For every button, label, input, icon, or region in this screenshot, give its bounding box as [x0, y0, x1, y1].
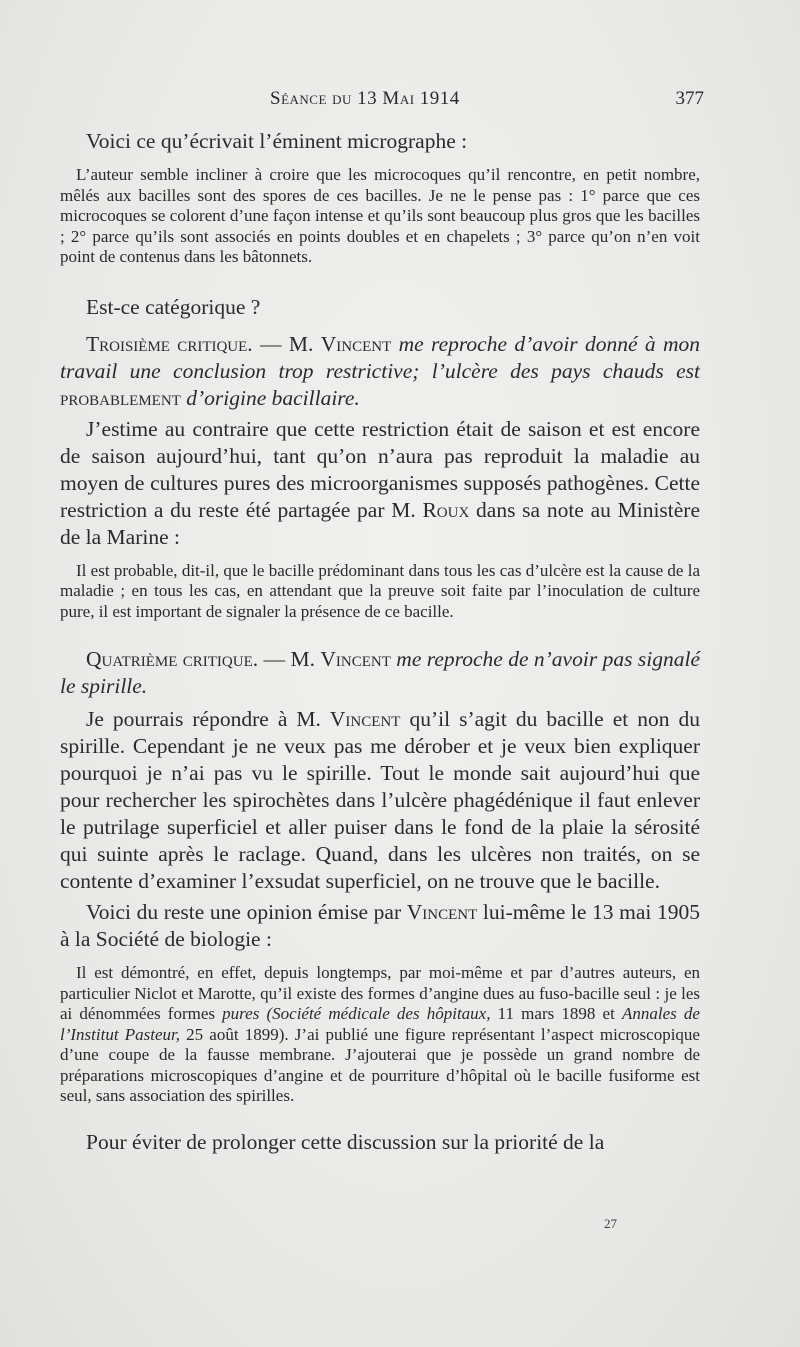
closing-paragraph: Pour éviter de prolonger cette discussion sur la priorité de la [86, 1129, 605, 1154]
question-paragraph: Est-ce catégorique ? [86, 294, 261, 319]
author-name: Vincent [406, 900, 478, 924]
running-title: Séance du 13 Mai 1914 [270, 88, 460, 109]
fourth-critique-italic: me reproche de n’avoir pas signalé le spirille. [60, 647, 700, 698]
intro-paragraph: Voici ce qu’écrivait l’éminent micrographe : [86, 129, 468, 153]
fourth-critique-dash: — M. [258, 647, 321, 671]
spirille-text-2: qu’il s’agit du bacille et non du spirille. Cependant je ne veux pas me dérober et je veux bien expliquer pourquoi je n’ai pas vu le spirille. Tout le monde sait aujourd’hui que pour rechercher les spirochètes dans l’ulcère phagédénique il faut enlever le putrilage superficiel et aller puiser dans le fond de la plaie la sérosité qui suinte après le raclage. Quand, dans les ulcères non traités, on se contente d’examiner l’exsudat superficiel, on ne trouve que le bacille. [60, 707, 701, 893]
opinion-text-1: Voici du reste une opinion émise par [86, 900, 407, 924]
author-name: Vincent [320, 647, 391, 671]
running-header [270, 88, 704, 114]
third-critique-paragraph [60, 331, 700, 412]
page-body [60, 124, 700, 1156]
opinion-text-2: lui-même le 13 mai 1905 à la Société de biologie : [60, 900, 700, 951]
author-name-roux: Roux [422, 497, 470, 522]
third-critique-italic-2: d’origine bacillaire. [180, 385, 360, 410]
author-name: Vincent [329, 707, 401, 731]
quote3-text-3: 25 août 1899). J’ai publié une figure représentant l’aspect microscopique d’une coupe de la fausse membrane. J’ajouterai que je possède un grand nombre de préparations microscopiques d’angine et de pourriture d’hôpital où le bacille fusiforme est seul, sans association des spirilles. [60, 1024, 700, 1105]
fourth-critique-label: Quatrième critique. [86, 647, 259, 671]
opinion-paragraph [60, 899, 700, 953]
spirille-paragraph [60, 706, 700, 895]
page-number: 377 [675, 88, 704, 109]
restriction-text-1: J’estime au contraire que cette restriction était de saison et est encore de saison aujourd’hui, tant qu’on n’aura pas reproduit la maladie au moyen de cultures pures des microorganismes supposés pathogènes. Cette restriction a du reste été partagée par M. [60, 416, 700, 522]
quote3-text-2: 11 mars 1898 et [490, 1004, 622, 1023]
quote3-citation-2: Annales de l’Institut Pasteur, [60, 1004, 700, 1044]
restriction-text-2: dans sa note au Ministère de la Marine : [60, 497, 700, 549]
quote-block-1: L’auteur semble incliner à croire que les microcoques qu’il rencontre, en petit nombre, mêlés aux bacilles sont des spores de ces bacilles. Je ne le pense pas : 1° parce que ces microcoques se colorent d’une façon intense et qu’ils sont beaucoup plus gros que les bacilles ; 2° parce qu’ils sont associés en points doubles et en chapelets ; 3° parce qu’on n’en voit point de contenus dans les bâtonnets. [60, 165, 700, 266]
third-critique-caps: probablement [60, 385, 181, 410]
signature-mark: 27 [604, 1216, 617, 1231]
fourth-critique-paragraph [60, 646, 700, 700]
author-name: Vincent [320, 331, 392, 356]
spirille-text-1: Je pourrais répondre à M. [86, 707, 330, 731]
quote3-citation-1: pures (Société médicale des hôpitaux, [222, 1004, 491, 1023]
restriction-paragraph [60, 416, 700, 551]
quote3-text-1: Il est démontré, en effet, depuis longtemps, par moi-même et par d’autres auteurs, en particulier Niclot et Marotte, qu’il existe des formes d’angine dues au fuso-bacille seul : je les ai dénommées formes [60, 963, 700, 1023]
third-critique-italic-1: me reproche d’avoir donné à mon travail une conclusion trop restrictive; l’ulcère des pays chauds est [60, 331, 701, 383]
third-critique-dash: — M. [252, 331, 321, 356]
quote-block-2: Il est probable, dit-il, que le bacille prédominant dans tous les cas d’ulcère est la cause de la maladie ; en tous les cas, en attendant que la preuve soit faite par l’inoculation de culture pure, il est important de signaler la présence de ce bacille. [60, 560, 700, 621]
quote-block-3 [60, 963, 700, 1107]
third-critique-label: Troisième critique. [86, 331, 253, 356]
